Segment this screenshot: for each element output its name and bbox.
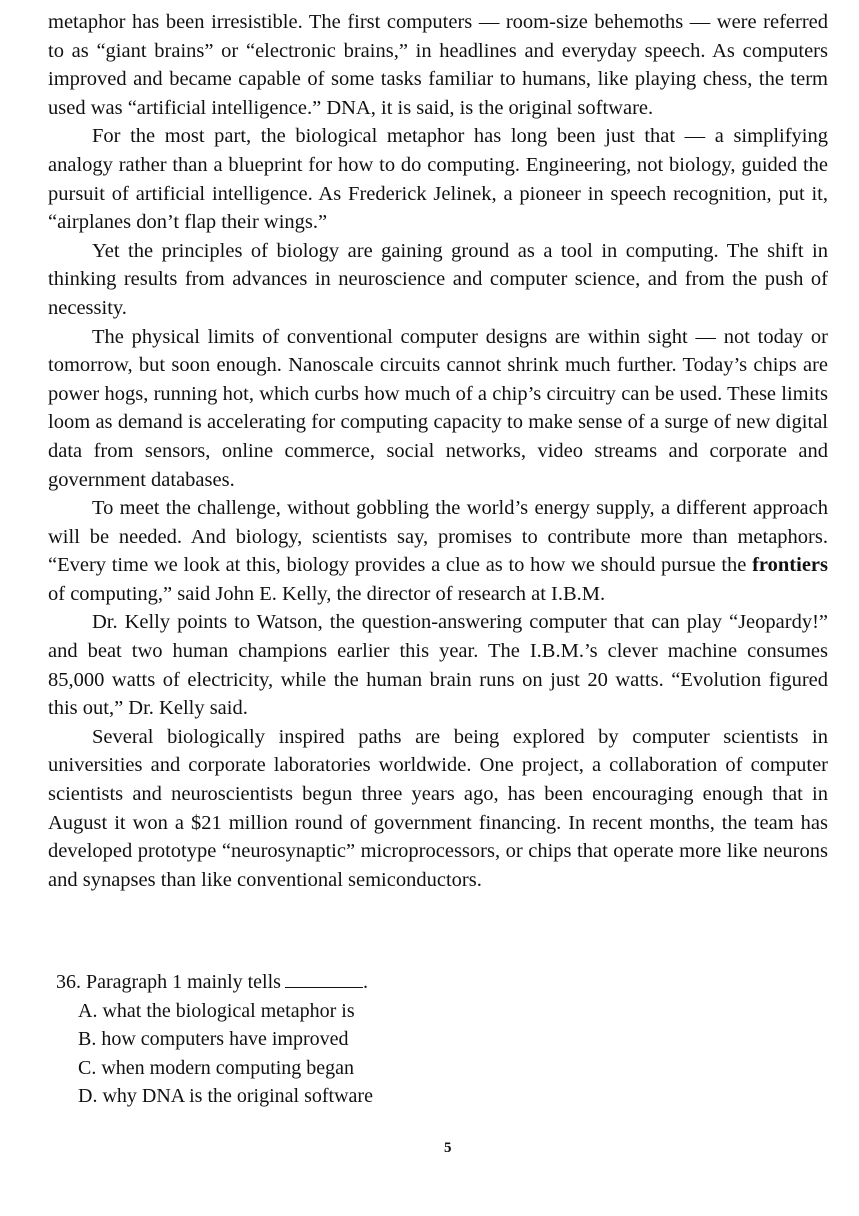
option-a: A. what the biological metaphor is [78,999,355,1022]
bold-term-frontiers: frontiers [752,554,828,577]
option-b: B. how computers have improved [78,1028,349,1051]
paragraph-2: For the most part, the biological metaphor has long been just that — a simplifying analogy rather than a blueprint for how to do computing. Engineering, not biology, guided the pursuit of artificial intelligence. As Frederick Jelinek, a pioneer in speech recognition, put it, “airplanes don’t flap their wings.” [48,125,828,234]
paragraph-5-text-before: To meet the challenge, without gobbling the world’s energy supply, a different approach will be needed. And biology, scientists say, promises to contribute more than metaphors. “Every time we look at this, biology provides a clue as to how we should pursue the [48,497,828,577]
passage [48,8,828,894]
page-number: 5 [444,1140,452,1156]
paragraph-4: The physical limits of conventional computer designs are within sight — not today or tomorrow, but soon enough. Nanoscale circuits cannot shrink much further. Today’s chips are power hogs, running hot, which curbs how much of a chip’s circuitry can be used. These limits loom as demand is accelerating for computing capacity to make sense of a surge of new digital data from sensors, online commerce, social networks, video streams and corporate and government databases. [48,325,828,491]
answer-blank [285,969,363,988]
question-stem [56,968,373,997]
paragraph-5-text-after: of computing,” said John E. Kelly, the director of research at I.B.M. [48,582,606,605]
option-c: C. when modern computing began [78,1056,355,1079]
paragraph-6: Dr. Kelly points to Watson, the question-answering computer that can play “Jeopardy!” and beat two human champions earlier this year. The I.B.M.’s clever machine consumes 85,000 watts of electricity, while the human brain runs on just 20 watts. “Evolution figured this out,” Dr. Kelly said. [48,611,828,720]
question-end-punct: . [362,971,368,993]
paragraph-7: Several biologically inspired paths are being explored by computer scientists in universities and corporate laboratories worldwide. One project, a collaboration of computer scientists and neuroscientists begun three years ago, has been encouraging enough that in August it won a $21 million round of government financing. In recent months, the team has developed prototype “neurosynaptic” microprocessors, or chips that operate more like neurons and synapses than like conventional semiconductors. [48,725,828,891]
paragraph-3: Yet the principles of biology are gaining ground as a tool in computing. The shift in thinking results from advances in neuroscience and computer science, and from the push of necessity. [48,239,828,319]
answer-options [56,997,373,1111]
option-d: D. why DNA is the original software [78,1085,373,1108]
question-text: 36. Paragraph 1 mainly tells [56,971,281,993]
paragraph-1: metaphor has been irresistible. The first computers — room-size behemoths — were referred to as “giant brains” or “electronic brains,” in headlines and everyday speech. As computers improved and became capable of some tasks familiar to humans, like playing chess, the term used was “artificial intelligence.” DNA, it is said, is the original software. [48,11,828,119]
question-36 [56,968,373,1111]
paragraph-5 [48,494,828,608]
